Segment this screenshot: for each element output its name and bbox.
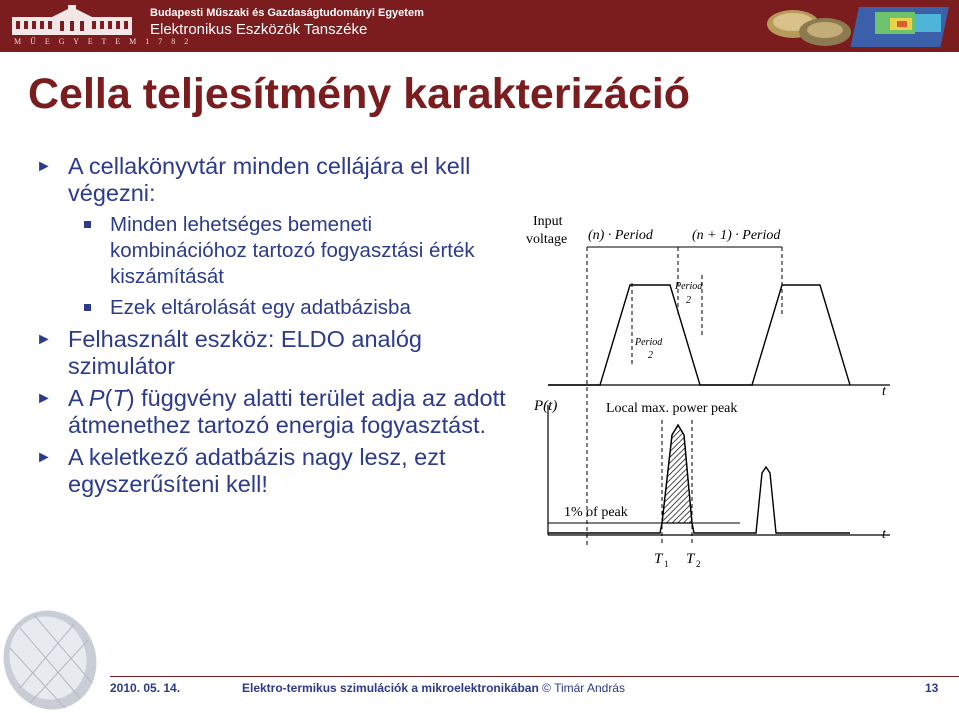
university-name: Budapesti Műszaki és Gazdaságtudományi Egyetem: [150, 7, 424, 19]
half-period-label-bottom: 2: [648, 350, 653, 361]
footer-course: Elektro-termikus szimulációk a mikroelektronikában: [242, 681, 539, 695]
input-voltage-label-1: Input: [533, 214, 563, 229]
input-voltage-label-2: voltage: [526, 232, 568, 247]
footer-author: © Timár András: [538, 681, 625, 695]
period-n-label: (n) · Period: [588, 228, 653, 243]
header-chip-image: [765, 2, 957, 52]
bullet-text: Felhasznált eszköz: ELDO analóg szimulátor: [68, 326, 422, 379]
page-number: 13: [925, 681, 939, 695]
t-axis-label: t: [882, 527, 886, 542]
bullet-text-P: P: [88, 385, 105, 411]
square-bullet-icon: [84, 304, 91, 311]
silicon-wafer-image: [0, 598, 110, 713]
department-name: Elektronikus Eszközök Tanszéke: [150, 21, 368, 38]
bullet-text-prefix: A: [68, 385, 89, 411]
logo-caption: M Ű E G Y E T E M 1 7 8 2: [14, 37, 192, 46]
footer-course-author: [242, 681, 625, 695]
triangle-bullet-icon: ►: [36, 449, 52, 466]
bullet-text-suffix: ) függvény alatti terület adja az adott átmenethez tartozó energia fogyasztást.: [68, 385, 506, 438]
triangle-bullet-icon: ►: [36, 331, 52, 348]
power-waveform-figure: [520, 205, 910, 575]
bullet-item: [36, 385, 506, 439]
square-bullet-icon: [84, 221, 91, 228]
half-period-label-top: Period: [635, 337, 663, 348]
t1-label: T: [654, 551, 663, 567]
half-period-label-top: Period: [675, 281, 703, 292]
sub-bullet-item: [36, 295, 506, 321]
half-period-label-bottom: 2: [686, 295, 691, 306]
bullet-text: A keletkező adatbázis nagy lesz, ezt egyszerűsíteni kell!: [68, 444, 446, 497]
university-building-logo: [12, 5, 132, 35]
bullet-item: [36, 153, 506, 207]
triangle-bullet-icon: ►: [36, 390, 52, 407]
period-n1-label: (n + 1) · Period: [692, 228, 781, 243]
pt-axis-label: P(t): [534, 398, 558, 414]
sub-bullet-text: Ezek eltárolását egy adatbázisba: [110, 296, 411, 319]
triangle-bullet-icon: ►: [36, 158, 52, 175]
t-axis-label: t: [882, 384, 886, 399]
input-voltage-waveform: [548, 285, 850, 385]
sub-bullet-text: Minden lehetséges bemeneti kombinációhoz tartozó fogyasztási érték kiszámítását: [110, 213, 475, 288]
bullet-item: [36, 326, 506, 380]
one-percent-label: 1% of peak: [564, 505, 628, 520]
local-max-label: Local max. power peak: [606, 401, 738, 416]
bullet-list: [36, 153, 506, 503]
sub-bullet-item: [36, 212, 506, 290]
t2-subscript: 2: [696, 559, 701, 569]
footer-date: 2010. 05. 14.: [110, 681, 181, 695]
t2-label: T: [686, 551, 695, 567]
t1-subscript: 1: [664, 559, 669, 569]
bullet-text: A cellakönyvtár minden cellájára el kell végezni:: [68, 153, 471, 206]
header-bar: [0, 0, 959, 52]
footer-divider: [110, 676, 959, 677]
bullet-text-paren: (: [104, 385, 113, 411]
bullet-text-T: T: [112, 385, 127, 411]
bullet-item: [36, 444, 506, 498]
slide-title: Cella teljesítmény karakterizáció: [28, 70, 691, 118]
